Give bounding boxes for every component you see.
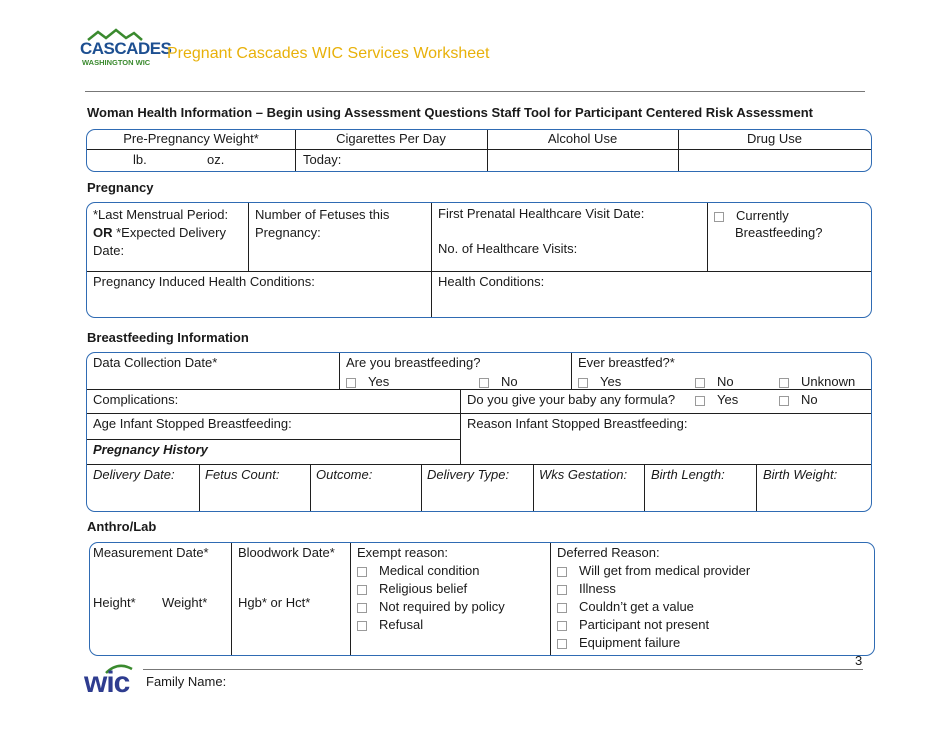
- lmp-line3: Date:: [93, 243, 125, 258]
- wic-logo-text: wic: [84, 666, 130, 699]
- pregnancy-history-label: Pregnancy History: [93, 442, 208, 457]
- checkbox-icon: [357, 603, 367, 613]
- checkbox-icon: [357, 621, 367, 631]
- deferred-option-label: Couldn’t get a value: [579, 599, 694, 614]
- are-you-bf-label: Are you breastfeeding?: [346, 355, 481, 370]
- ever-bf-yes-checkbox[interactable]: [578, 374, 621, 389]
- checkbox-icon: [779, 378, 789, 388]
- formula-yes-label: Yes: [717, 392, 739, 407]
- deferred-option-equipment[interactable]: [557, 635, 680, 650]
- checkbox-icon: [779, 396, 789, 406]
- exempt-option-label: Medical condition: [379, 563, 480, 578]
- exempt-reason-label: Exempt reason:: [357, 545, 449, 560]
- header-divider: [85, 91, 865, 92]
- induced-conditions-label: Pregnancy Induced Health Conditions:: [93, 274, 315, 289]
- currently-bf-checkbox[interactable]: [714, 207, 789, 225]
- weight-label: Weight*: [162, 595, 208, 610]
- currently-bf-line2: Breastfeeding?: [735, 225, 823, 240]
- breastfeeding-heading: Breastfeeding Information: [87, 330, 249, 345]
- checkbox-icon: [557, 621, 567, 631]
- breastfeeding-table: [86, 352, 872, 512]
- col-pre-pregnancy-weight: Pre-Pregnancy Weight*: [123, 131, 259, 146]
- col-drug: Drug Use: [747, 131, 802, 146]
- bf-no-label: No: [501, 374, 518, 389]
- lmp-line1: *Last Menstrual Period:: [93, 207, 229, 222]
- logo-main-text: CASCADES: [80, 39, 172, 58]
- checkbox-icon: [578, 378, 588, 388]
- page-number: 3: [855, 653, 863, 668]
- history-col-wks-gestation: Wks Gestation:: [539, 467, 628, 482]
- logo-sub-text: WASHINGTON WIC: [82, 58, 151, 67]
- num-visits-label: No. of Healthcare Visits:: [438, 241, 578, 256]
- history-col-birth-weight: Birth Weight:: [763, 467, 838, 482]
- exempt-option-religious[interactable]: [357, 581, 467, 596]
- wic-logo: [84, 661, 144, 705]
- measurement-date-label: Measurement Date*: [93, 545, 209, 560]
- checkbox-icon: [346, 378, 356, 388]
- checkbox-icon: [357, 585, 367, 595]
- height-label: Height*: [93, 595, 136, 610]
- exempt-option-label: Not required by policy: [379, 599, 505, 614]
- weight-lb-label: lb.: [133, 152, 147, 167]
- complications-label: Complications:: [93, 392, 179, 407]
- bloodwork-date-label: Bloodwork Date*: [238, 545, 335, 560]
- lmp-or: OR: [93, 225, 113, 240]
- bf-yes-checkbox[interactable]: [346, 374, 389, 389]
- exempt-option-label: Religious belief: [379, 581, 468, 596]
- formula-no-label: No: [801, 392, 818, 407]
- deferred-option-no-value[interactable]: [557, 599, 694, 614]
- checkbox-icon: [557, 585, 567, 595]
- deferred-option-label: Equipment failure: [579, 635, 681, 650]
- checkbox-icon: [714, 212, 724, 222]
- weight-oz-label: oz.: [207, 152, 225, 167]
- checkbox-icon: [557, 603, 567, 613]
- checkbox-icon: [695, 396, 705, 406]
- checkbox-icon: [557, 639, 567, 649]
- ever-bf-no-checkbox[interactable]: [695, 374, 734, 389]
- formula-question-label: Do you give your baby any formula?: [467, 392, 676, 407]
- cascades-logo: [80, 28, 172, 70]
- exempt-option-not-required[interactable]: [357, 599, 505, 614]
- history-col-delivery-type: Delivery Type:: [427, 467, 510, 482]
- history-col-outcome: Outcome:: [316, 467, 373, 482]
- deferred-option-label: Will get from medical provider: [579, 563, 751, 578]
- exempt-option-refusal[interactable]: [357, 617, 423, 632]
- data-collection-date-label: Data Collection Date*: [93, 355, 218, 370]
- age-stopped-label: Age Infant Stopped Breastfeeding:: [93, 416, 292, 431]
- lmp-label: [93, 206, 228, 260]
- history-col-delivery-date: Delivery Date:: [93, 467, 175, 482]
- hgb-hct-label: Hgb* or Hct*: [238, 595, 311, 610]
- ever-bf-unknown-label: Unknown: [801, 374, 856, 389]
- checkbox-icon: [479, 378, 489, 388]
- checkbox-icon: [557, 567, 567, 577]
- lmp-line2: *Expected Delivery: [112, 225, 226, 240]
- history-col-fetus-count: Fetus Count:: [205, 467, 280, 482]
- deferred-option-provider[interactable]: [557, 563, 750, 578]
- currently-bf-line1: Currently: [736, 208, 789, 223]
- deferred-option-label: Participant not present: [579, 617, 710, 632]
- ever-bf-unknown-checkbox[interactable]: [779, 374, 855, 389]
- ever-bf-label: Ever breastfed?*: [578, 355, 675, 370]
- page-title: Pregnant Cascades WIC Services Worksheet: [167, 45, 490, 62]
- woman-health-table: [86, 129, 872, 172]
- health-conditions-label: Health Conditions:: [438, 274, 545, 289]
- pregnancy-heading: Pregnancy: [87, 180, 154, 195]
- col-alcohol: Alcohol Use: [547, 131, 618, 146]
- checkbox-icon: [695, 378, 705, 388]
- footer-divider: [143, 669, 863, 670]
- fetuses-line1: Number of Fetuses this: [255, 207, 390, 222]
- anthro-table: [89, 542, 875, 656]
- pregnancy-table: [86, 202, 872, 318]
- anthro-heading: Anthro/Lab: [87, 519, 157, 534]
- woman-health-heading: Woman Health Information – Begin using Assessment Questions Staff Tool for Participant Centered Risk Assessment: [87, 105, 813, 120]
- bf-no-checkbox[interactable]: [479, 374, 518, 389]
- history-col-birth-length: Birth Length:: [651, 467, 725, 482]
- ever-bf-no-label: No: [717, 374, 734, 389]
- family-name-label: Family Name:: [146, 674, 227, 689]
- fetuses-label: [255, 206, 389, 242]
- bf-yes-label: Yes: [368, 374, 390, 389]
- exempt-option-medical[interactable]: [357, 563, 479, 578]
- deferred-option-illness[interactable]: [557, 581, 616, 596]
- ever-bf-yes-label: Yes: [600, 374, 622, 389]
- formula-no-checkbox[interactable]: [779, 392, 818, 407]
- col-cigarettes: Cigarettes Per Day: [336, 131, 446, 146]
- formula-yes-checkbox[interactable]: [695, 392, 738, 407]
- reason-stopped-label: Reason Infant Stopped Breastfeeding:: [467, 416, 688, 431]
- deferred-option-not-present[interactable]: [557, 617, 709, 632]
- checkbox-icon: [357, 567, 367, 577]
- fetuses-line2: Pregnancy:: [255, 225, 321, 240]
- exempt-option-label: Refusal: [379, 617, 424, 632]
- cigarettes-today-label: Today:: [303, 152, 342, 167]
- first-visit-label: First Prenatal Healthcare Visit Date:: [438, 206, 645, 221]
- deferred-reason-label: Deferred Reason:: [557, 545, 660, 560]
- deferred-option-label: Illness: [579, 581, 616, 596]
